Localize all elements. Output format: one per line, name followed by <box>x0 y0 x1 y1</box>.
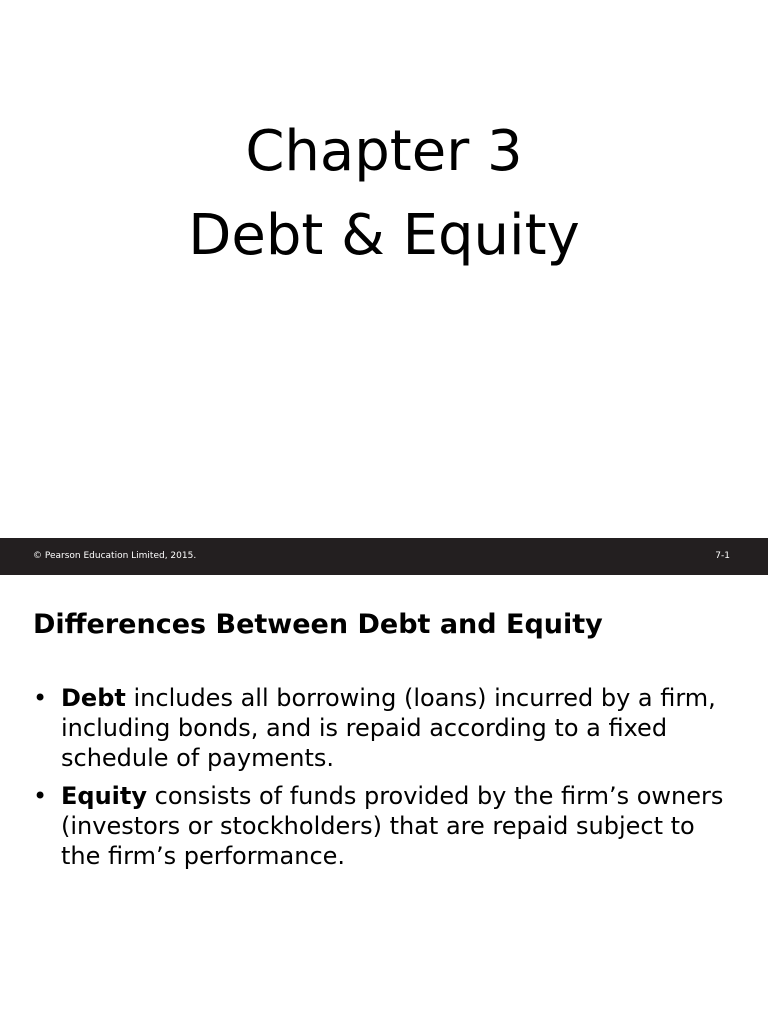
chapter-title: Chapter 3 <box>245 119 523 184</box>
chapter-subtitle: Debt & Equity <box>188 203 580 268</box>
bullet-list <box>33 683 733 879</box>
bullet-term: Equity <box>61 782 148 810</box>
bullet-item-equity <box>33 781 733 871</box>
bullet-text: consists of funds provided by the firm’s owners (investors or stockholders) that are repaid subject to the firm’s performance. <box>61 782 724 870</box>
bullet-item-debt <box>33 683 733 773</box>
bullet-term: Debt <box>61 684 126 712</box>
copyright-text: © Pearson Education Limited, 2015. <box>33 551 197 561</box>
bullet-text: includes all borrowing (loans) incurred by a firm, including bonds, and is repaid according to a fixed schedule of payments. <box>61 684 716 772</box>
content-slide <box>0 575 768 1024</box>
bullet-icon: • <box>33 782 48 810</box>
bullet-icon: • <box>33 684 48 712</box>
slide-title <box>0 110 768 278</box>
footer-bar <box>0 538 768 575</box>
page-number: 7-1 <box>715 551 730 561</box>
section-heading: Differences Between Debt and Equity <box>33 609 603 640</box>
